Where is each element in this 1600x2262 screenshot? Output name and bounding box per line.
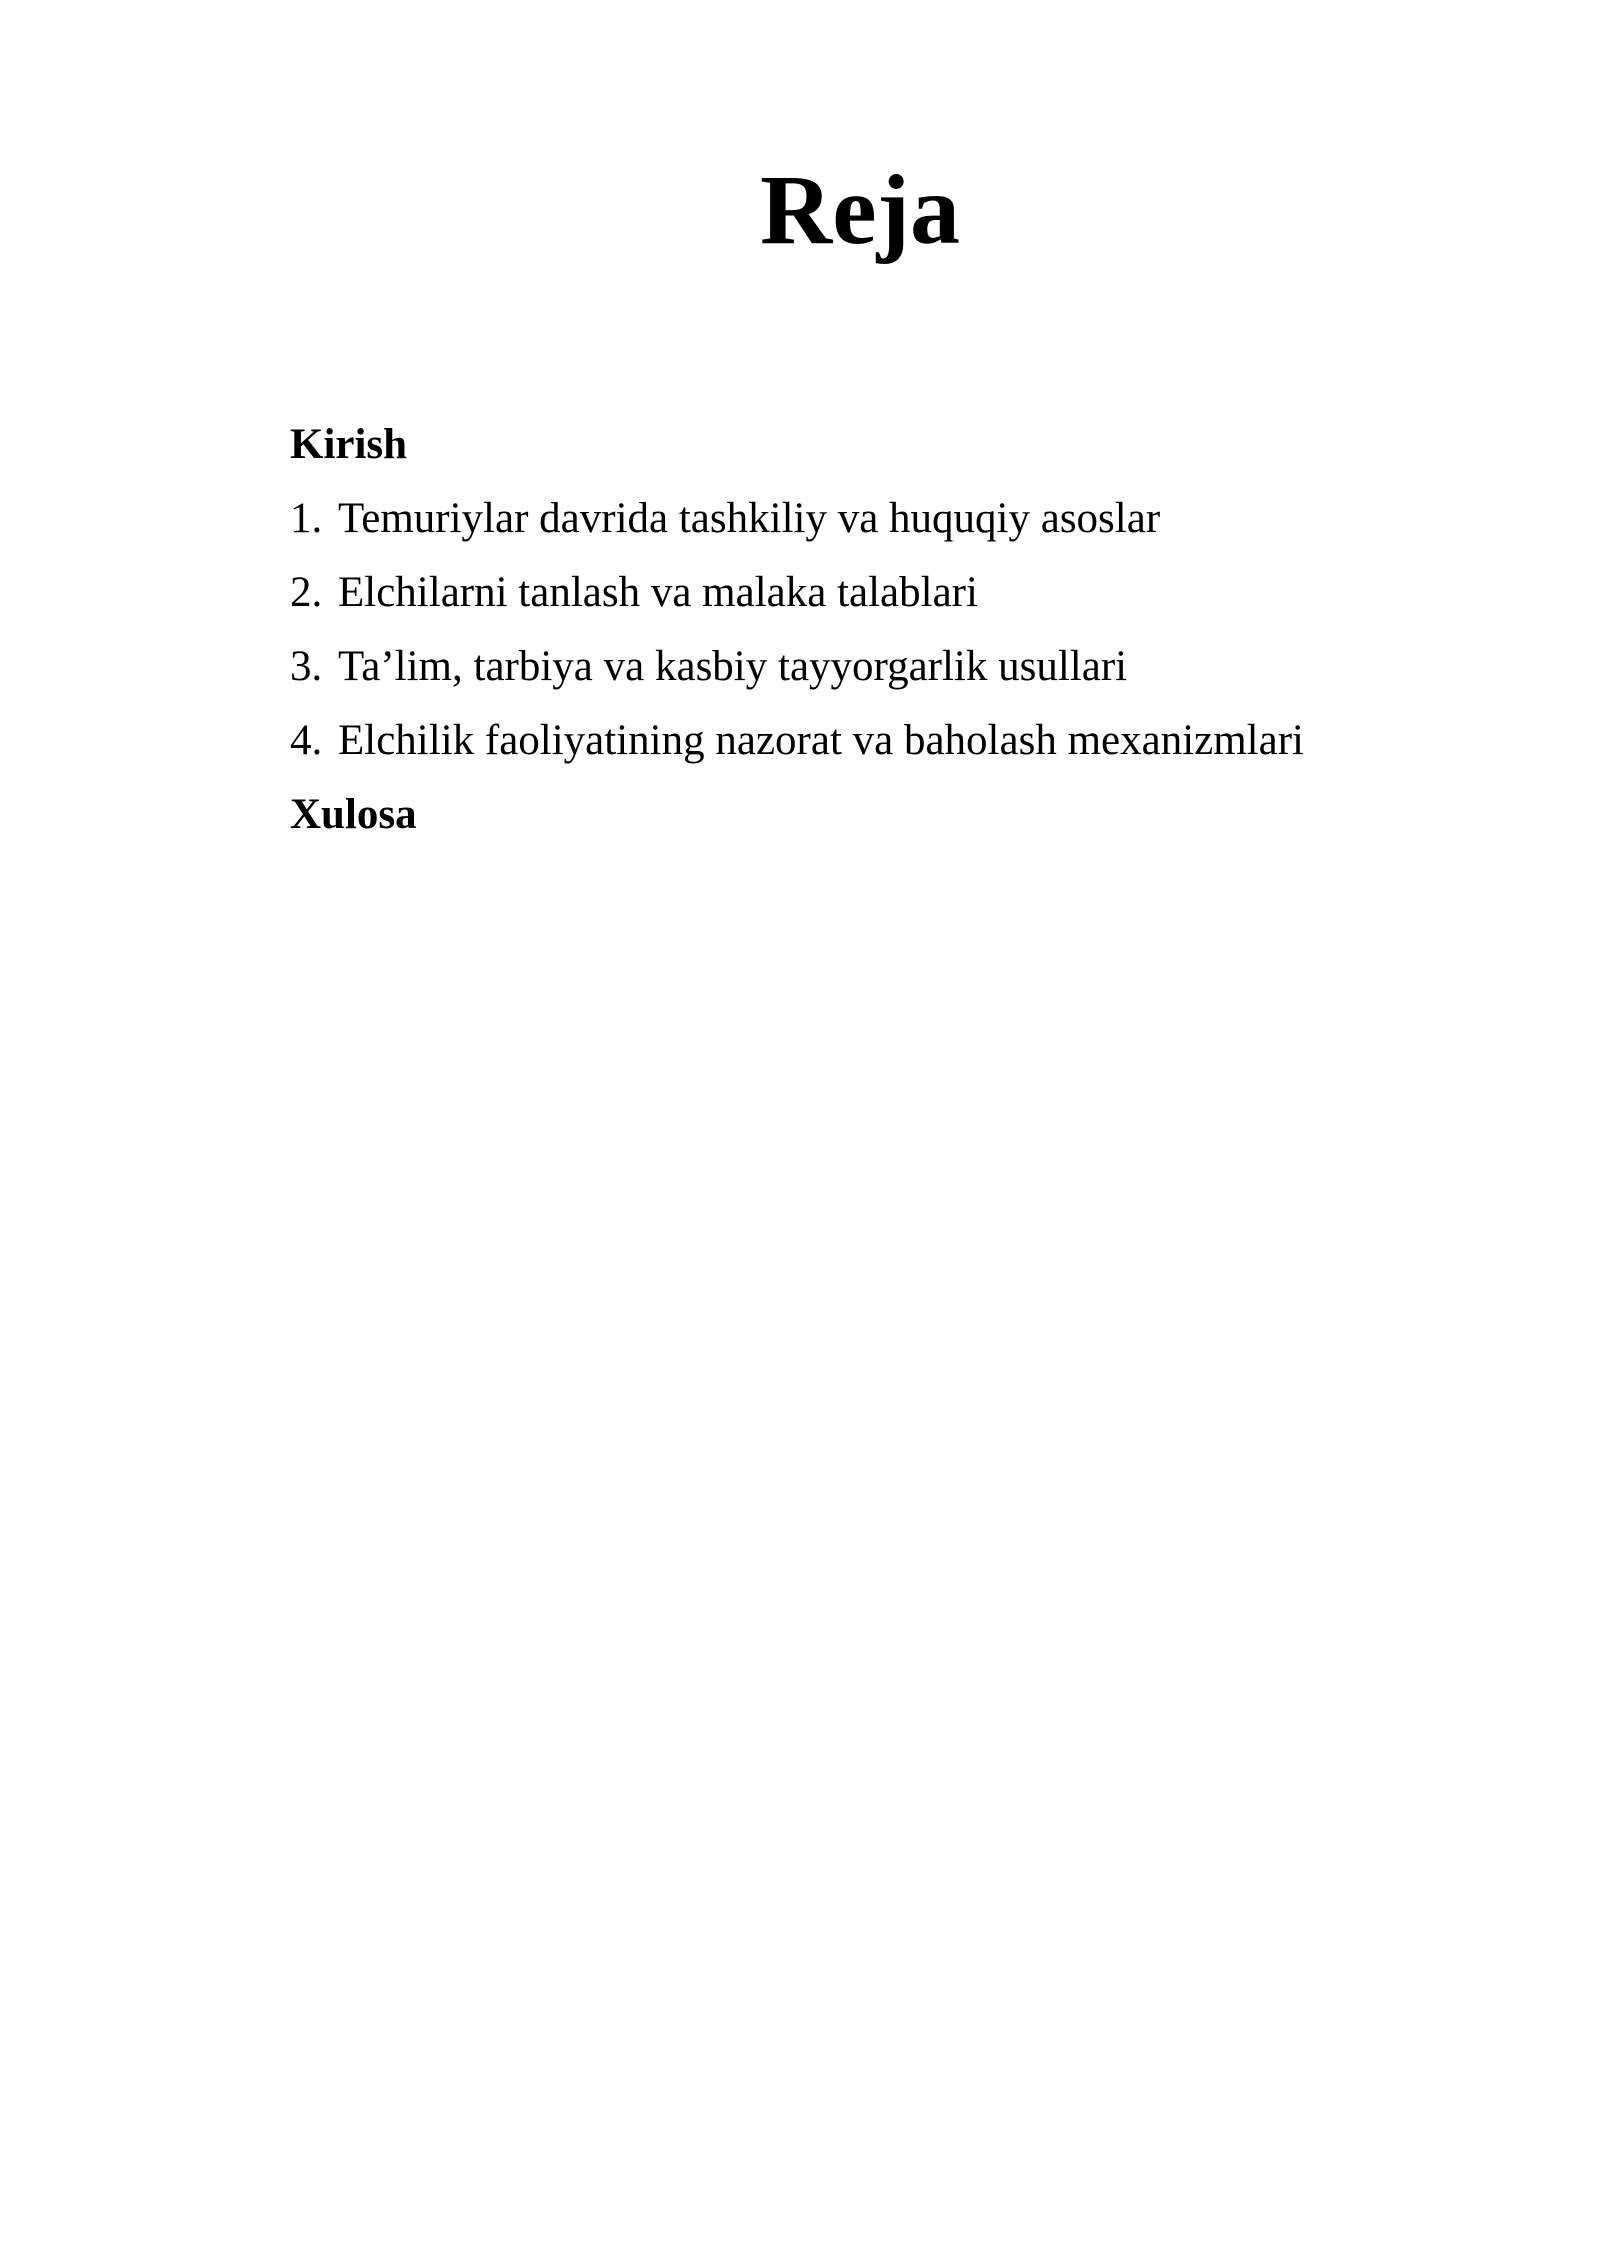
plan-item-number: 2. bbox=[290, 569, 323, 616]
plan-list bbox=[290, 408, 1530, 852]
plan-item-number: 4. bbox=[290, 717, 323, 764]
plan-item-3 bbox=[290, 630, 1530, 704]
plan-item-4 bbox=[290, 704, 1530, 778]
plan-item-text: Elchilik faoliyatining nazorat va baholash mexanizmlari bbox=[338, 717, 1304, 764]
plan-item-text: Elchilarni tanlash va malaka talablari bbox=[338, 569, 978, 616]
plan-item-number: 3. bbox=[290, 643, 323, 690]
plan-item-number: 1. bbox=[290, 495, 323, 542]
plan-item-text: Temuriylar davrida tashkiliy va huquqiy asoslar bbox=[338, 495, 1161, 542]
page-title: Reja bbox=[760, 154, 960, 265]
plan-item-2 bbox=[290, 556, 1530, 630]
plan-intro: Kirish bbox=[290, 421, 408, 468]
plan-item-1 bbox=[290, 482, 1530, 556]
plan-item-text: Ta’lim, tarbiya va kasbiy tayyorgarlik usullari bbox=[338, 643, 1128, 690]
plan-conclusion: Xulosa bbox=[290, 791, 417, 838]
